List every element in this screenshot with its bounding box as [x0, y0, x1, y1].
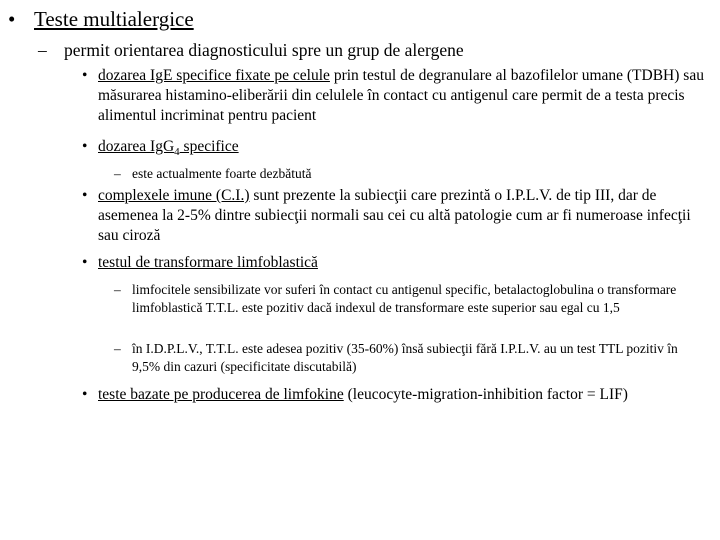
item-body: prin testul de degranulare al bazofilelor umane (TDBH) sau măsurarea histamino-eliberării din celulele în contact cu antigenul care permit de a testa precis alimentul incriminat pentru pacient: [98, 67, 704, 124]
bullet-dot: •: [8, 7, 16, 31]
sub-item-idplv: [114, 340, 704, 375]
slide-heading: Teste multialergice: [34, 7, 194, 31]
item-body: (leucocyte-migration-inhibition factor = LIF): [343, 386, 628, 403]
underlined-term: teste bazate pe producerea de limfokine: [98, 386, 344, 403]
underlined-term: testul de transformare limfoblastică: [98, 254, 318, 271]
list-item-text: [98, 137, 714, 162]
underlined-term: dozarea IgE specifice fixate pe celule: [98, 67, 330, 84]
bullet-dot: •: [82, 187, 88, 204]
sub-item-igg4: [114, 165, 704, 183]
bullet-dash: –: [114, 341, 121, 356]
bullet-dash: –: [114, 282, 121, 297]
bullet-dash: –: [114, 166, 121, 181]
sub-item-text: este actualmente foarte dezbătută: [132, 166, 312, 181]
heading-item: [8, 6, 708, 32]
bullet-dot: •: [82, 254, 88, 271]
subscript: 4: [174, 146, 180, 159]
slide-subheading: permit orientarea diagnosticului spre un grup de alergene: [64, 40, 464, 60]
bullet-dash: –: [38, 40, 47, 60]
sub-item-text: limfocitele sensibilizate vor suferi în contact cu antigenul specific, betalactoglobulina o transformare limfoblastică T.T.L. este pozitiv dacă indexul de transformare este superior sau egal cu 1,5: [132, 282, 677, 315]
sub-item-lymphocytes: [114, 281, 704, 316]
bullet-dot: •: [82, 138, 88, 155]
sub-item-text: în I.D.P.L.V., T.T.L. este adesea pozitiv (35-60%) însă subiecţii fără I.P.L.V. au un test TTL pozitiv în 9,5% din cazuri (specificitate discutabilă): [132, 341, 678, 374]
underlined-term: dozarea IgG: [98, 138, 175, 155]
list-item-ige: [82, 66, 714, 126]
underlined-term-end: specifice: [179, 138, 239, 155]
list-item-lymphokines: [82, 385, 714, 405]
list-item-text: [98, 385, 714, 405]
list-item-text: [98, 186, 714, 246]
subheading-item: [38, 39, 708, 61]
item-body: sunt prezente la subiecţii care prezintă o I.P.L.V. de tip III, dar de asemenea la 2-5% dintre subiecţii normali sau cei cu altă patologie cum ar fi numeroase infecţii sau ciroză: [98, 187, 691, 244]
underlined-term: complexele imune (C.I.): [98, 187, 250, 204]
list-item-igg4: [82, 137, 714, 162]
bullet-dot: •: [82, 386, 88, 403]
list-item-text: [98, 66, 714, 126]
list-item-immune-complexes: [82, 186, 714, 246]
list-item-lymphoblastic: [82, 253, 714, 273]
bullet-dot: •: [82, 67, 88, 84]
